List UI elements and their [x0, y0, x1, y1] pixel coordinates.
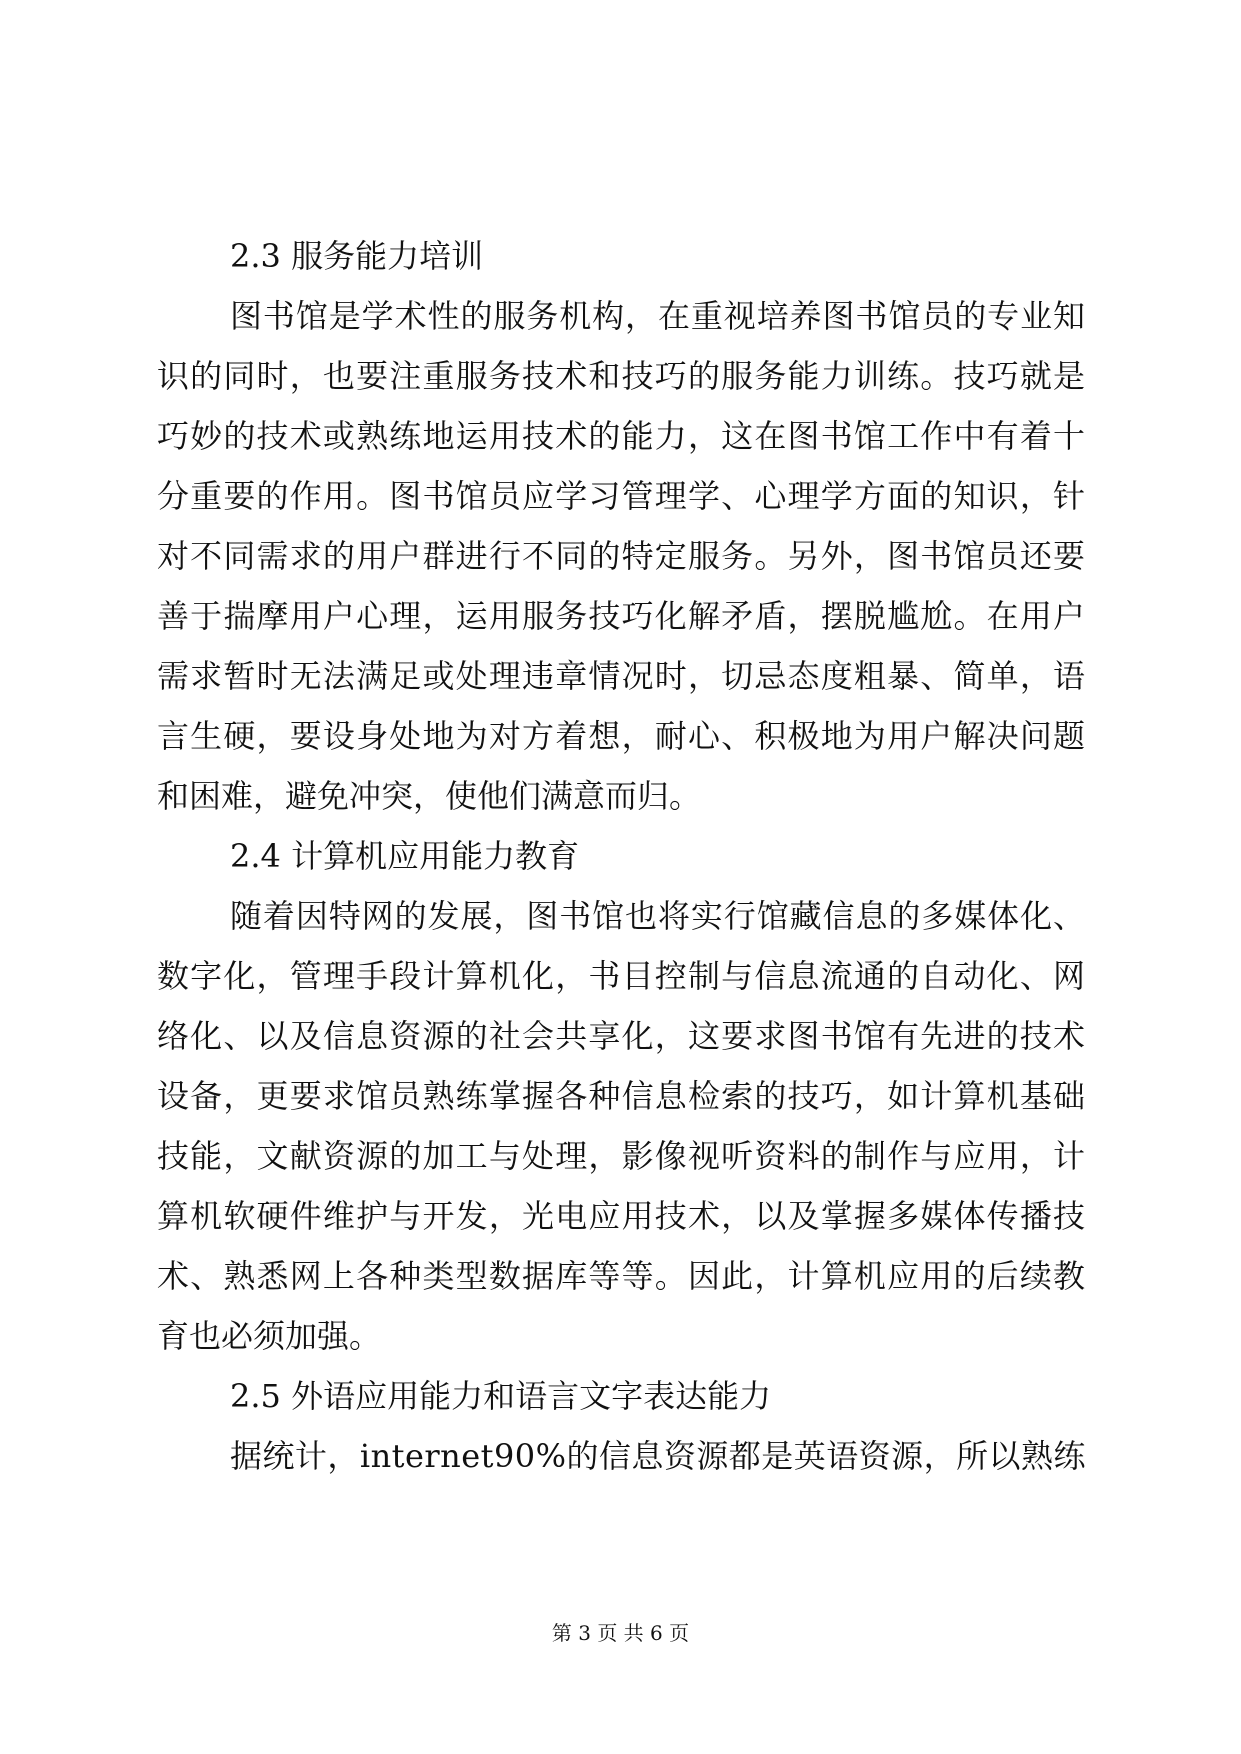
paragraph-line: 对不同需求的用户群进行不同的特定服务。另外，图书馆员还要	[157, 537, 1087, 575]
paragraph-line: 图书馆是学术性的服务机构，在重视培养图书馆员的专业知	[230, 297, 1086, 335]
paragraph-line: 算机软硬件维护与开发，光电应用技术，以及掌握多媒体传播技	[157, 1197, 1087, 1235]
section-heading: 2.5 外语应用能力和语言文字表达能力	[230, 1377, 772, 1415]
page-footer: 第 3 页 共 6 页	[551, 1621, 690, 1645]
section-heading: 2.3 服务能力培训	[230, 237, 484, 275]
paragraph-line: 言生硬，要设身处地为对方着想，耐心、积极地为用户解决问题	[157, 717, 1087, 755]
paragraph-line: 育也必须加强。	[157, 1317, 382, 1355]
paragraph-line: 随着因特网的发展，图书馆也将实行馆藏信息的多媒体化、	[230, 897, 1086, 935]
paragraph-line: 需求暂时无法满足或处理违章情况时，切忌态度粗暴、简单，语	[157, 657, 1087, 695]
paragraph-line: 术、熟悉网上各种类型数据库等等。因此，计算机应用的后续教	[157, 1257, 1087, 1295]
paragraph-line: 据统计，internet90%的信息资源都是英语资源，所以熟练	[230, 1437, 1086, 1475]
paragraph-line: 络化、以及信息资源的社会共享化，这要求图书馆有先进的技术	[157, 1017, 1087, 1055]
paragraph-line: 识的同时，也要注重服务技术和技巧的服务能力训练。技巧就是	[157, 357, 1087, 395]
paragraph-line: 数字化，管理手段计算机化，书目控制与信息流通的自动化、网	[157, 957, 1087, 995]
paragraph-line: 设备，更要求馆员熟练掌握各种信息检索的技巧，如计算机基础	[157, 1077, 1087, 1115]
paragraph-line: 分重要的作用。图书馆员应学习管理学、心理学方面的知识，针	[157, 477, 1087, 515]
paragraph-line: 技能，文献资源的加工与处理，影像视听资料的制作与应用，计	[157, 1137, 1087, 1175]
paragraph-line: 和困难，避免冲突，使他们满意而归。	[157, 777, 702, 815]
paragraph-line: 善于揣摩用户心理，运用服务技巧化解矛盾，摆脱尴尬。在用户	[157, 597, 1087, 635]
section-heading: 2.4 计算机应用能力教育	[230, 837, 580, 875]
paragraph-line: 巧妙的技术或熟练地运用技术的能力，这在图书馆工作中有着十	[157, 417, 1087, 455]
